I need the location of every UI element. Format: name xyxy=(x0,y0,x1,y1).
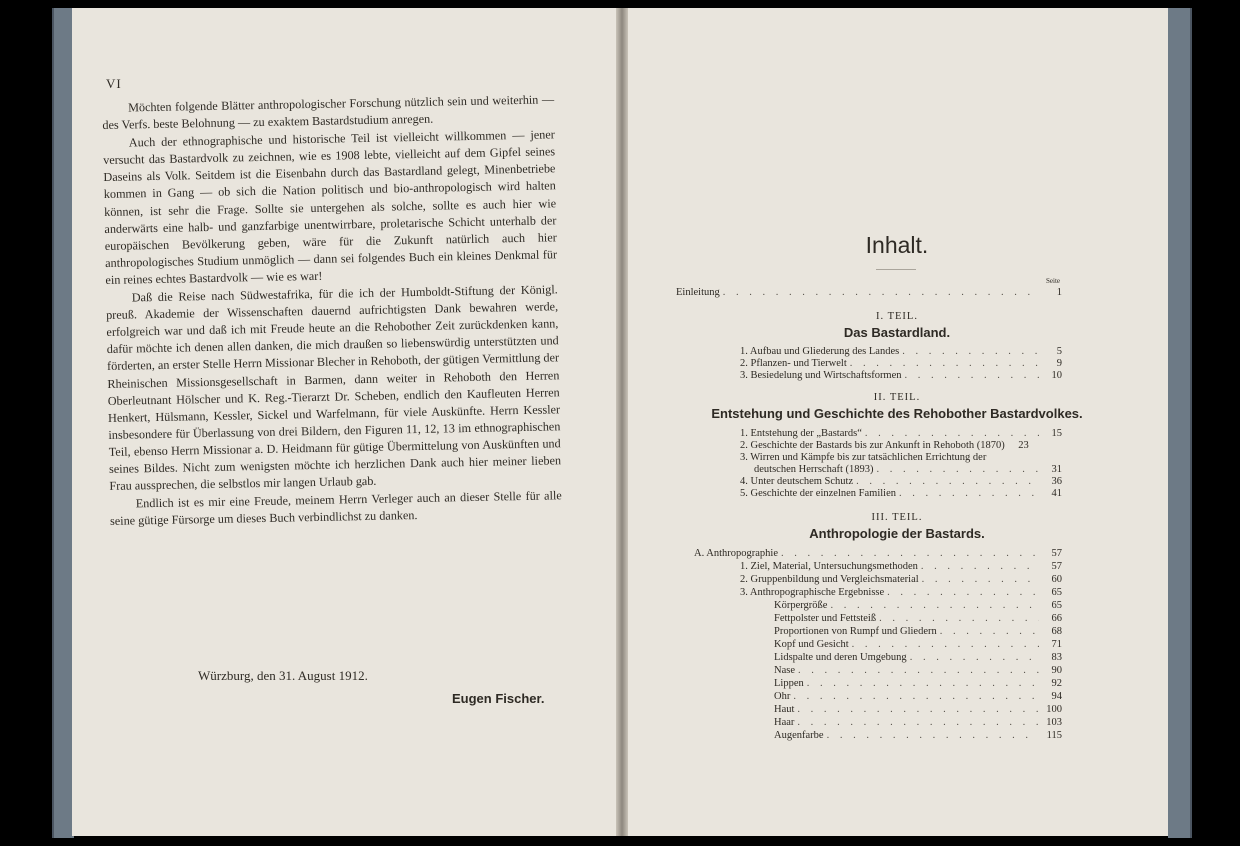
toc-entry-page: 92 xyxy=(1051,678,1062,689)
preface-paragraph: Daß die Reise nach Südwestafrika, für die ich der Humboldt-Stiftung der Königl. preuß. Akademie der Wissenschaften dauernd aufrichtigsten Dank bewahren werde, erfolgreich war und daß ich mit Freude heute an die Rehobother Zeit zurückdenken kann, dafür möchte ich denen allen danken, die mich draußen so liebenswürdig unterstützten und förderten, an erster Stelle Herrn Missionar Blecher in Rehoboth, der gütigen Vermittlung der Rheinischen Missionsgesellschaft in Barmen, dann weiter in Rehoboth den Herren Oberleutnant Hölscher und K. Reg.-Tierarzt Dr. Scheben, endlich den Kaufleuten Herren Henkert, Hülsmann, Kessler, Sickel und Warfelmann, für viele Auskünfte. Herrn Kessler insbesondere für Überlassung von drei Bildern, den Figuren 11, 12, 13 im ethnographischen Teil, ebenso Herrn Missionar a. D. Heidmann für gütige Übermittelung von Auskünften und seines Bildes. Nicht zum wenigsten möchte ich herzlichen Dank auch hier meiner lieben Frau aussprechen, die selbstlos mir langen Urlaub gab. xyxy=(105,282,562,493)
toc-entry-label: deutschen Herrschaft (1893) xyxy=(754,464,874,475)
toc-entry-label: 2. Pflanzen- und Tierwelt xyxy=(740,358,847,369)
book-cover-left xyxy=(52,8,74,838)
part-2-heading: Entstehung und Geschichte des Rehobother Bastardvolkes. xyxy=(711,406,1083,421)
toc-entry-label: Nase xyxy=(774,665,795,676)
toc-entry-label: 1. Ziel, Material, Untersuchungsmethoden xyxy=(740,561,918,572)
toc-entry-einleitung xyxy=(676,287,1062,300)
preface-text xyxy=(102,91,562,531)
toc-entry-label: 2. Geschichte der Bastards bis zur Ankunft in Rehoboth (1870) xyxy=(740,440,1005,451)
toc-entry-page: 31 xyxy=(1051,464,1062,475)
part-3-heading: Anthropologie der Bastards. xyxy=(809,526,985,541)
page-number: VI xyxy=(106,76,122,91)
preface-paragraph: Auch der ethnographische und historische Teil ist vielleicht willkommen — jener versucht das Bastardvolk zu zeichnen, wie es 1908 lebte, vielleicht auf dem Gipfel seines Daseins als Volk. Seitdem ist die Eisenbahn durch das Bastardland gelegt, Minenbetriebe kommen in Gang — ob sich die Nation politisch und bio-anthropologisch wird halten können, ist sehr die Frage. Sollte sie untergehen als solche, sollte es auch hier wie anderwärts eine halb- und ganzfarbige unentwirrbare, proletarische Schicht unterhalb der europäischen Bevölkerung geben, wäre für die Zukunft natürlich auch hier anthropologisches Studium unmöglich — dann sei folgendes Buch ein kleines Denkmal für ein reines echtes Bastardvolk — wie es war! xyxy=(103,127,558,287)
toc-entry-page: 115 xyxy=(1046,730,1062,741)
toc-entry-page: 83 xyxy=(1051,652,1062,663)
toc-entry-label: Lippen xyxy=(774,678,804,689)
preface-paragraph: Möchten folgende Blätter anthropologischer Forschung nützlich sein und weiterhin — des Verfs. beste Belohnung — zu exaktem Bastardstudium anregen. xyxy=(102,92,555,133)
toc-entry-page: 57 xyxy=(1051,548,1062,559)
preface-paragraph: Endlich ist es mir eine Freude, meinem Herrn Verleger auch an dieser Stelle für alle seine gütige Fürsorge um dieses Buch verbindlichst zu danken. xyxy=(109,488,562,529)
toc-subentry xyxy=(774,678,1062,691)
toc-subentry xyxy=(774,704,1062,717)
toc-entry-label: 5. Geschichte der einzelnen Familien xyxy=(740,488,896,499)
toc-entry-page: 100 xyxy=(1046,704,1062,715)
toc-entry xyxy=(740,561,1062,574)
toc-entry-page: 10 xyxy=(1051,370,1062,381)
toc-subentry xyxy=(774,652,1062,665)
toc-subentry xyxy=(774,730,1062,743)
toc-entry-label: 3. Besiedelung und Wirtschaftsformen xyxy=(740,370,902,381)
toc-entry-page: 65 xyxy=(1051,600,1062,611)
toc-subentry xyxy=(774,691,1062,704)
toc-entry-label: 3. Wirren und Kämpfe bis zur tatsächlichen Errichtung der xyxy=(740,452,987,463)
toc-entry-page: 1 xyxy=(1056,287,1062,298)
toc-entry-label: Einleitung xyxy=(676,287,720,298)
part-3-label: III. TEIL. xyxy=(871,512,923,523)
toc-entry-page: 41 xyxy=(1051,488,1062,499)
toc-entry-page: 57 xyxy=(1051,561,1062,572)
toc-subentry xyxy=(774,613,1062,626)
toc-entry-label: 2. Gruppenbildung und Vergleichsmaterial xyxy=(740,574,919,585)
toc-entry-page: 9 xyxy=(1056,358,1062,369)
part-1-heading: Das Bastardland. xyxy=(843,325,951,340)
toc-entry-label: Fettpolster und Fettsteiß xyxy=(774,613,877,624)
toc-entry-page: 65 xyxy=(1051,587,1062,598)
author-signature: Eugen Fischer. xyxy=(452,691,545,706)
title-rule xyxy=(876,269,916,270)
toc-entry xyxy=(740,574,1062,587)
toc-entry-page: 60 xyxy=(1051,574,1062,585)
toc-title: Inhalt. xyxy=(865,232,929,258)
toc-entry-page: 5 xyxy=(1056,346,1062,357)
toc-entry-page: 66 xyxy=(1051,613,1062,624)
toc-entry-label: 4. Unter deutschem Schutz xyxy=(740,476,854,487)
toc-subentry xyxy=(774,717,1062,730)
toc-entry-page: 103 xyxy=(1046,717,1062,728)
toc-subentry xyxy=(774,665,1062,678)
toc-entry-label: Haar xyxy=(774,717,795,728)
toc-entry-page: 94 xyxy=(1051,691,1062,702)
toc-entry-page: 68 xyxy=(1051,626,1062,637)
toc-entry-page: 15 xyxy=(1051,428,1062,439)
part-1-label: I. TEIL. xyxy=(876,311,918,322)
toc-entry-page: 23 xyxy=(1018,440,1029,451)
toc-entry-page: 90 xyxy=(1051,665,1062,676)
book-cover-right xyxy=(1168,8,1192,838)
place-date: Würzburg, den 31. August 1912. xyxy=(198,668,368,683)
toc-entry-label: A. Anthropographie xyxy=(694,548,778,559)
toc-section-a xyxy=(694,548,1062,561)
toc-entry-label: Proportionen von Rumpf und Gliedern xyxy=(774,626,937,637)
book-gutter xyxy=(616,8,628,836)
toc-entry-page: 36 xyxy=(1051,476,1062,487)
toc-entry-label: 3. Anthropographische Ergebnisse xyxy=(740,587,885,598)
toc-entry xyxy=(740,488,1062,501)
toc-entry-page: 71 xyxy=(1051,639,1062,650)
toc-subentry xyxy=(774,600,1062,613)
toc-entry-label: Augenfarbe xyxy=(774,730,824,741)
toc-entry-label: Körpergröße xyxy=(774,600,828,611)
toc-entry-label: Kopf und Gesicht xyxy=(774,639,849,650)
part-2-label: II. TEIL. xyxy=(873,392,921,403)
toc-entry xyxy=(740,587,1062,600)
toc-entry xyxy=(740,370,1062,383)
toc-entry-label: 1. Entstehung der „Bastards“ xyxy=(740,428,862,439)
toc-entry-label: Lidspalte und deren Umgebung xyxy=(774,652,907,663)
toc-entry-label: Haut xyxy=(774,704,795,715)
toc-subentry xyxy=(774,639,1062,652)
toc-entry-label: Ohr xyxy=(774,691,791,702)
toc-subentry xyxy=(774,626,1062,639)
seite-label: Seite xyxy=(1046,277,1060,285)
toc-entry-label: 1. Aufbau und Gliederung des Landes xyxy=(740,346,900,357)
